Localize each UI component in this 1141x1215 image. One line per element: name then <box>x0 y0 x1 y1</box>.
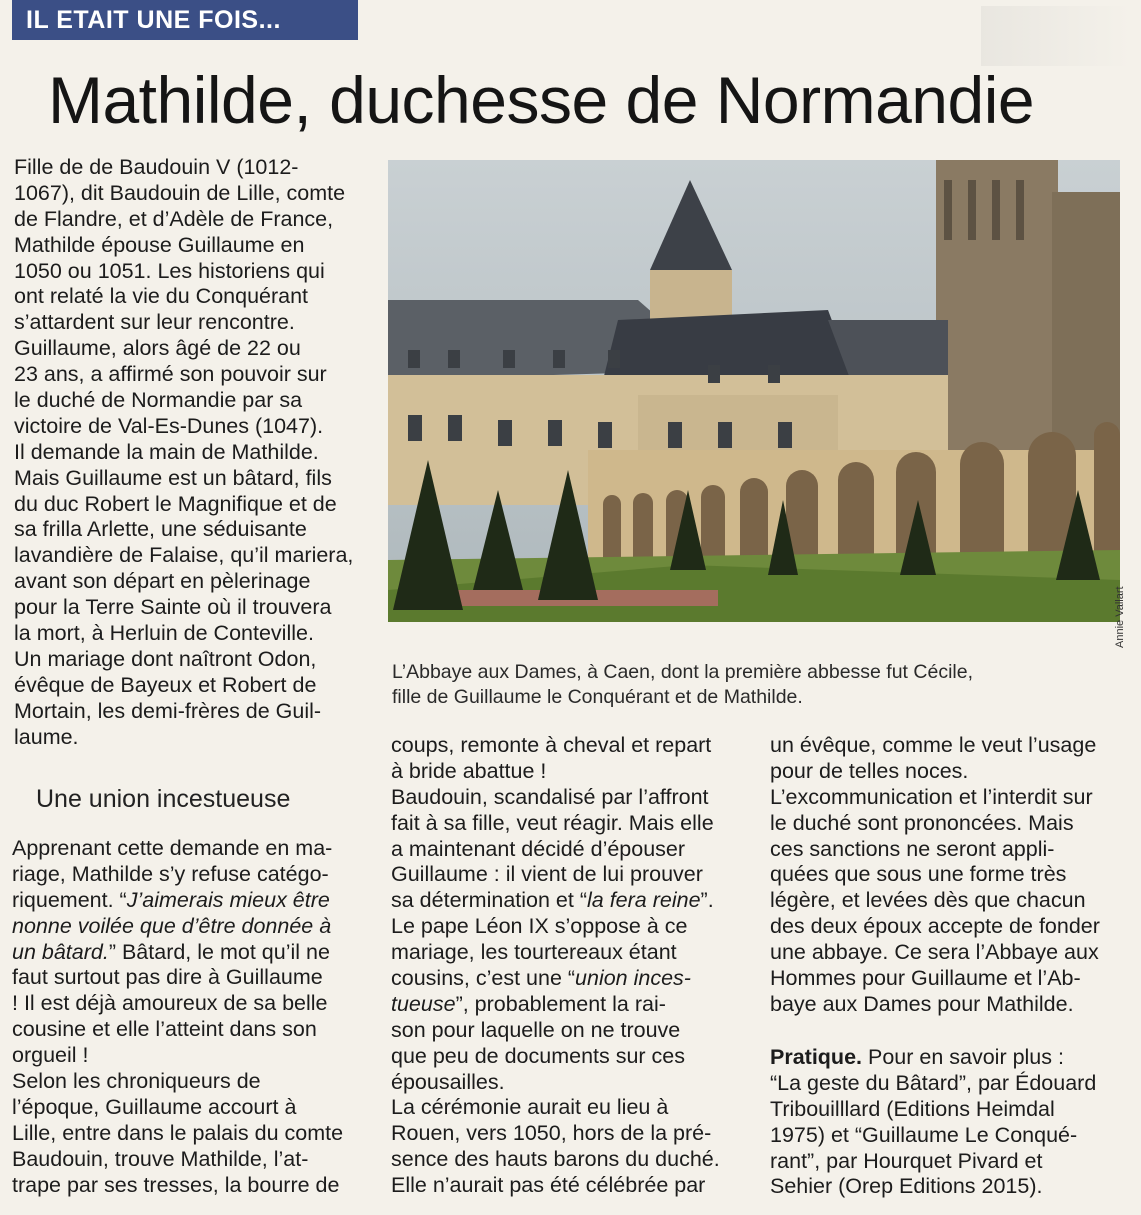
text-line: Baudouin, scandalisé par l’affront <box>391 784 709 809</box>
text-line: victoire de Val-Es-Dunes (1047). <box>14 413 324 438</box>
subheading: Une union incestueuse <box>36 785 291 813</box>
text-line: baye aux Dames pour Mathilde. <box>770 991 1074 1016</box>
text-line: l’époque, Guillaume accourt à <box>12 1094 297 1119</box>
text-line: Guillaume : il vient de lui prouver <box>391 862 703 887</box>
text-line: du duc Robert le Magnifique et de <box>14 491 337 516</box>
text-line: pour de telles noces. <box>770 758 969 783</box>
text-line: une abbaye. Ce sera l’Abbaye aux <box>770 940 1099 965</box>
text-line: riage, Mathilde s’y refuse catégo- <box>12 861 329 886</box>
text-line: épousailles. <box>391 1069 505 1094</box>
text-line: orgueil ! <box>12 1043 89 1068</box>
text-line: de Flandre, et d’Adèle de France, <box>14 206 334 231</box>
intro-column <box>14 155 353 750</box>
text-line: Un mariage dont naîtront Odon, <box>14 646 317 671</box>
text-line: sence des hauts barons du duché. <box>391 1147 720 1172</box>
text-line: s’attardent sur leur rencontre. <box>14 310 295 335</box>
text-line: Rouen, vers 1050, hors de la pré- <box>391 1121 712 1146</box>
text-line: Apprenant cette demande en ma- <box>12 836 333 860</box>
pratique-box <box>770 1045 1096 1200</box>
text-line: Sehier (Orep Editions 2015). <box>770 1174 1043 1199</box>
text-line: évêque de Bayeux et Robert de <box>14 672 317 697</box>
text-line: Mathilde épouse Guillaume en <box>14 232 305 257</box>
text-line: L’excommunication et l’interdit sur <box>770 784 1093 809</box>
text-line: le duché sont prononcées. Mais <box>770 810 1074 835</box>
text-line: laume. <box>14 724 79 749</box>
text-line: ces sanctions ne seront appli- <box>770 836 1055 861</box>
text-line: 1067), dit Baudouin de Lille, comte <box>14 180 346 205</box>
text-line: ! Il est déjà amoureux de sa belle <box>12 991 328 1016</box>
text-line: tueuse”, probablement la rai- <box>391 991 666 1016</box>
text-line: que peu de documents sur ces <box>391 1043 686 1068</box>
text-line: à bride abattue ! <box>391 758 547 783</box>
text-line: un évêque, comme le veut l’usage <box>770 733 1097 757</box>
text-line: un bâtard.” Bâtard, le mot qu’il ne <box>12 939 330 964</box>
section-rubric: IL ETAIT UNE FOIS... <box>12 0 358 40</box>
text-line: faut surtout pas dire à Guillaume <box>12 965 323 990</box>
headline: Mathilde, duchesse de Normandie <box>48 63 1035 137</box>
text-line: quées que sous une forme très <box>770 862 1067 887</box>
text-line: riquement. “J’aimerais mieux être <box>12 887 330 912</box>
text-line: “La geste du Bâtard”, par Édouard <box>770 1070 1097 1095</box>
caption-line: L’Abbaye aux Dames, à Caen, dont la première abbesse fut Cécile, <box>392 661 974 683</box>
text-line: cousins, c’est une “union inces- <box>391 966 691 991</box>
text-line: sa frilla Arlette, une séduisante <box>14 517 307 542</box>
text-line: Hommes pour Guillaume et l’Ab- <box>770 966 1081 991</box>
column-3 <box>770 733 1100 1018</box>
text-line: la mort, à Herluin de Conteville. <box>14 621 314 646</box>
text-line: le duché de Normandie par sa <box>14 388 303 413</box>
text-line: Guillaume, alors âgé de 22 ou <box>14 336 301 361</box>
text-line: sa détermination et “la fera reine”. <box>391 888 714 913</box>
text-line: Il demande la main de Mathilde. <box>14 439 319 464</box>
text-line: a maintenant décidé d’épouser <box>391 836 686 861</box>
text-line: 1975) et “Guillaume Le Conqué- <box>770 1122 1078 1147</box>
text-line: son pour laquelle on ne trouve <box>391 1017 681 1042</box>
text-line: Fille de de Baudouin V (1012- <box>14 155 299 179</box>
text-line: cousine et elle l’atteint dans son <box>12 1017 317 1042</box>
text-line: rant”, par Hourquet Pivard et <box>770 1148 1043 1173</box>
text-line: Mortain, les demi-frères de Guil- <box>14 698 322 723</box>
text-line: coups, remonte à cheval et repart <box>391 733 712 757</box>
text-line: Tribouilllard (Editions Heimdal <box>770 1096 1055 1121</box>
text-line: pour la Terre Sainte où il trouvera <box>14 595 332 620</box>
column-2 <box>391 733 720 1199</box>
text-line: avant son départ en pèlerinage <box>14 569 311 594</box>
text-line: Mais Guillaume est un bâtard, fils <box>14 465 332 490</box>
text-line: Baudouin, trouve Mathilde, l’at- <box>12 1146 309 1171</box>
text-line: fait à sa fille, veut réagir. Mais elle <box>391 810 714 835</box>
text-line: 1050 ou 1051. Les historiens qui <box>14 258 325 283</box>
text-line: 23 ans, a affirmé son pouvoir sur <box>14 362 327 387</box>
caption-line: fille de Guillaume le Conquérant et de Mathilde. <box>392 686 803 708</box>
text-line: trape par ses tresses, la bourre de <box>12 1172 340 1197</box>
text-line: La cérémonie aurait eu lieu à <box>391 1095 669 1120</box>
text-line: lavandière de Falaise, qu’il mariera, <box>14 543 354 568</box>
abbey-photo <box>388 160 1120 622</box>
photo-caption <box>392 660 973 710</box>
pratique-label: Pratique. <box>770 1045 862 1069</box>
text-line: Lille, entre dans le palais du comte <box>12 1120 344 1145</box>
text-line: Le pape Léon IX s’oppose à ce <box>391 914 688 939</box>
adjacent-page-bleed <box>981 6 1131 66</box>
text-line: des deux époux accepte de fonder <box>770 914 1100 939</box>
text-line: mariage, les tourtereaux étant <box>391 940 677 965</box>
photo-credit: Annie Vallart <box>1114 586 1126 648</box>
text-line: Selon les chroniqueurs de <box>12 1069 261 1094</box>
text-line: Elle n’aurait pas été célébrée par <box>391 1173 706 1198</box>
abbey-illustration <box>388 160 1120 622</box>
text-line: nonne voilée que d’être donnée à <box>12 913 332 938</box>
column-1-bottom <box>12 836 343 1198</box>
text-line: légère, et levées dès que chacun <box>770 888 1086 913</box>
text-line: Pratique. Pour en savoir plus : <box>770 1045 1064 1069</box>
text-line: ont relaté la vie du Conquérant <box>14 284 309 309</box>
